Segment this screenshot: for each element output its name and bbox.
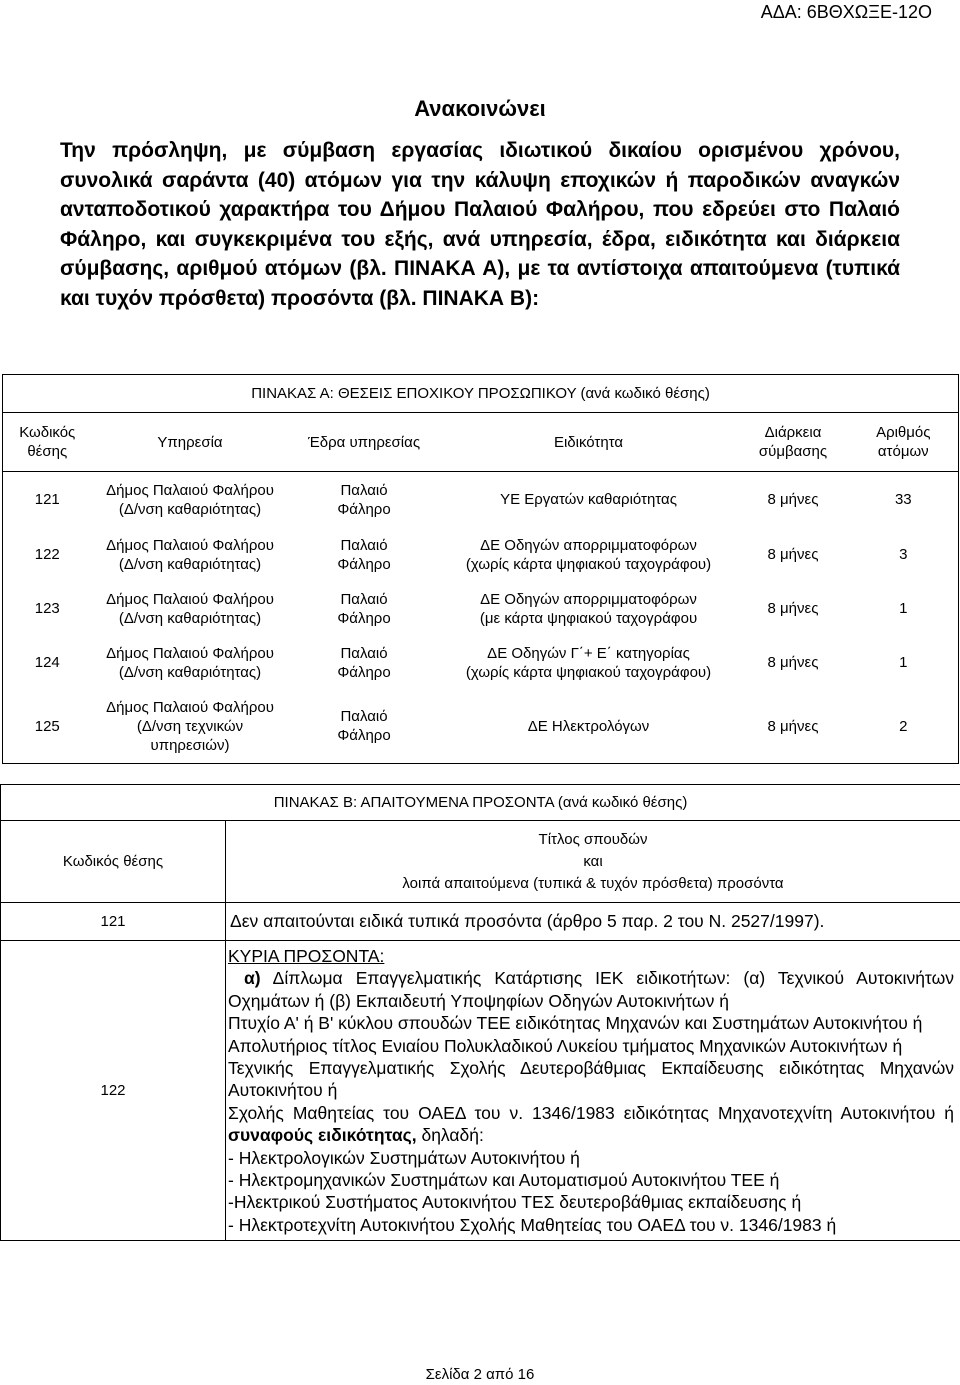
seat-line: Παλαιό: [340, 481, 388, 499]
cell-count: 3: [849, 528, 959, 582]
seat-line: Φάληρο: [337, 500, 391, 518]
cell-duration: 8 μήνες: [738, 690, 849, 764]
specialty-line: (χωρίς κάρτα ψηφιακού ταχογράφου): [465, 663, 712, 681]
cell-code: 122: [1, 941, 226, 1241]
table-row: [3, 528, 959, 582]
header-seat: Έδρα υπηρεσίας: [289, 413, 440, 472]
list-item: - Ηλεκτρομηχανικών Συστημάτων και Αυτοματισμού Αυτοκινήτου ΤΕΕ ή: [228, 1170, 780, 1191]
seat-line: Φάληρο: [337, 609, 391, 627]
header-specialty: Ειδικότητα: [440, 413, 738, 472]
header-duration: Διάρκεια σύμβασης: [738, 413, 849, 472]
table-row: [3, 636, 959, 690]
table-row: [3, 690, 959, 764]
cell-specialty: [440, 582, 738, 636]
cell-seat: [289, 472, 440, 528]
cell-seat: [289, 582, 440, 636]
header-service: Υπηρεσία: [92, 413, 289, 472]
cell-code: 123: [3, 582, 92, 636]
specialty-line: (χωρίς κάρτα ψηφιακού ταχογράφου): [465, 555, 712, 573]
service-line: Δήμος Παλαιού Φαλήρου: [106, 590, 274, 608]
header-line: και: [583, 852, 603, 870]
page-title: Ανακοινώνει: [414, 96, 546, 121]
table-row: [1, 941, 960, 1241]
list-item: - Ηλεκτρολογικών Συστημάτων Αυτοκινήτου ή: [228, 1147, 580, 1168]
header-count: Αριθμός ατόμων: [849, 413, 959, 472]
seat-line: Παλαιό: [340, 536, 388, 554]
header-line: λοιπά απαιτούμενα (τυπικά & τυχόν πρόσθετα) προσόντα: [402, 874, 784, 892]
cell-seat: [289, 636, 440, 690]
list-item: -Ηλεκτρικού Συστήματος Αυτοκινήτου ΤΕΣ δευτεροβάθμιας εκπαίδευσης ή: [228, 1192, 802, 1213]
service-line: (Δ/νση καθαριότητας): [118, 555, 262, 573]
specialty-line: (με κάρτα ψηφιακού ταχογράφου: [479, 609, 698, 627]
seat-line: Φάληρο: [337, 727, 391, 745]
service-line: Δήμος Παλαιού Φαλήρου: [106, 698, 274, 716]
cell-count: 33: [849, 472, 959, 528]
service-line: (Δ/νση καθαριότητας): [118, 500, 262, 518]
table-b-caption: ΠΙΝΑΚΑΣ Β: ΑΠΑΙΤΟΥΜΕΝΑ ΠΡΟΣΟΝΤΑ (ανά κωδικό θέσης): [1, 785, 960, 821]
qualification-text: Δίπλωμα Επαγγελματικής Κατάρτισης ΙΕΚ ειδικοτήτων: (α) Τεχνικού Αυτοκινήτων Οχημάτων ή (β) Εκπαιδευτή Υποψηφίων Οδηγών Αυτοκινήτων ή: [228, 968, 955, 1011]
cell-code: 121: [1, 903, 226, 941]
page-number: Σελίδα 2 από 16: [425, 1366, 535, 1383]
header-line: Τίτλος σπουδών: [538, 830, 648, 848]
table-a: [2, 374, 959, 764]
cell-code: 125: [3, 690, 92, 764]
table-row: [3, 582, 959, 636]
cell-specialty: [440, 528, 738, 582]
service-line: Δήμος Παλαιού Φαλήρου: [106, 644, 274, 662]
cell-seat: [289, 528, 440, 582]
table-a-caption: ΠΙΝΑΚΑΣ Α: ΘΕΣΕΙΣ ΕΠΟΧΙΚΟΥ ΠΡΟΣΩΠΙΚΟΥ (ανά κωδικό θέσης): [3, 375, 959, 413]
specialty-line: ΔΕ Οδηγών Γ΄+ Ε΄ κατηγορίας: [487, 644, 690, 662]
cell-service: [92, 636, 289, 690]
seat-line: Παλαιό: [340, 644, 388, 662]
cell-specialty: ΥΕ Εργατών καθαριότητας: [500, 491, 677, 509]
cell-code: 121: [3, 472, 92, 528]
item-label: α): [244, 968, 261, 989]
seat-line: Παλαιό: [340, 708, 388, 726]
cell-specialty: ΔΕ Ηλεκτρολόγων: [440, 690, 738, 764]
cell-service: [92, 582, 289, 636]
qualification-text: δηλαδή:: [421, 1125, 484, 1146]
qualification-text: Σχολής Μαθητείας του ΟΑΕΔ του ν. 1346/1983 ειδικότητας Μηχανοτεχνίτη Αυτοκινήτου ή: [228, 1102, 955, 1123]
cell-service: [92, 528, 289, 582]
cell-service: [92, 690, 289, 764]
header-code: Κωδικός θέσης: [1, 821, 226, 903]
intro-paragraph: Την πρόσληψη, με σύμβαση εργασίας ιδιωτικού δικαίου ορισμένου χρόνου, συνολικά σαράντα (40) ατόμων για την κάλυψη εποχικών ή παροδικών αναγκών ανταποδοτικού χαρακτήρα του Δήμου Παλαιού Φαλήρου, που εδρεύει στο Παλαιό Φάληρο, και συγκεκριμένα του εξής, ανά υπηρεσία, έδρα, ειδικότητα και διάρκεια σύμβασης, αριθμού ατόμων (βλ. ΠΙΝΑΚΑ Α), με τα αντίστοιχα απαιτούμενα (τυπικά και τυχόν πρόσθετα) προσόντα (βλ. ΠΙΝΑΚΑ Β):: [60, 139, 900, 310]
cell-count: 2: [849, 690, 959, 764]
cell-count: 1: [849, 636, 959, 690]
cell-code: 122: [3, 528, 92, 582]
service-line: Δήμος Παλαιού Φαλήρου: [106, 481, 274, 499]
cell-code: 124: [3, 636, 92, 690]
cell-duration: 8 μήνες: [767, 546, 819, 563]
qualification-text: Πτυχίο Α' ή Β' κύκλου σπουδών ΤΕΕ ειδικότητας Μηχανών και Συστημάτων Αυτοκινήτου ή: [228, 1013, 923, 1034]
seat-line: Φάληρο: [337, 663, 391, 681]
seat-line: Παλαιό: [340, 590, 388, 608]
cell-qualifications: Δεν απαιτούνται ειδικά τυπικά προσόντα (άρθρο 5 παρ. 2 του Ν. 2527/1997).: [226, 903, 960, 941]
cell-specialty: [440, 636, 738, 690]
cell-duration: 8 μήνες: [767, 491, 819, 509]
specialty-line: ΔΕ Οδηγών απορριμματοφόρων: [480, 590, 697, 608]
header-qualifications: [226, 821, 960, 903]
main-qualifications-heading: ΚΥΡΙΑ ΠΡΟΣΟΝΤΑ:: [228, 946, 385, 966]
seat-line: Φάληρο: [337, 555, 391, 573]
cell-count: 1: [849, 582, 959, 636]
qualification-text: Τεχνικής Επαγγελματικής Σχολής Δευτεροβάθμιας Εκπαίδευσης ειδικότητας Μηχανών Αυτοκινήτου ή: [228, 1058, 955, 1101]
service-line: υπηρεσιών): [150, 736, 230, 754]
qualification-text: Απολυτήριος τίτλος Ενιαίου Πολυκλαδικού Λυκείου τμήματος Μηχανικών Αυτοκινήτων ή: [228, 1035, 903, 1056]
table-b: [0, 784, 960, 1241]
list-item: - Ηλεκτροτεχνίτη Αυτοκινήτου Σχολής Μαθητείας του ΟΑΕΔ του ν. 1346/1983 ή: [228, 1214, 837, 1235]
cell-duration: 8 μήνες: [767, 654, 819, 671]
table-row: [1, 903, 960, 941]
table-row: [3, 472, 959, 528]
cell-duration: 8 μήνες: [767, 600, 819, 617]
service-line: (Δ/νση καθαριότητας): [118, 663, 262, 681]
cell-seat: [289, 690, 440, 764]
qualification-emphasis: συναφούς ειδικότητας,: [228, 1125, 417, 1146]
ada-reference: ΑΔΑ: 6ΒΘΧΩΞΕ-12Ο: [760, 2, 932, 22]
header-code: Κωδικός θέσης: [3, 413, 92, 472]
service-line: (Δ/νση τεχνικών: [136, 717, 244, 735]
service-line: (Δ/νση καθαριότητας): [118, 609, 262, 627]
cell-qualifications: [226, 941, 960, 1241]
service-line: Δήμος Παλαιού Φαλήρου: [106, 536, 274, 554]
cell-service: [92, 472, 289, 528]
specialty-line: ΔΕ Οδηγών απορριμματοφόρων: [480, 536, 697, 554]
